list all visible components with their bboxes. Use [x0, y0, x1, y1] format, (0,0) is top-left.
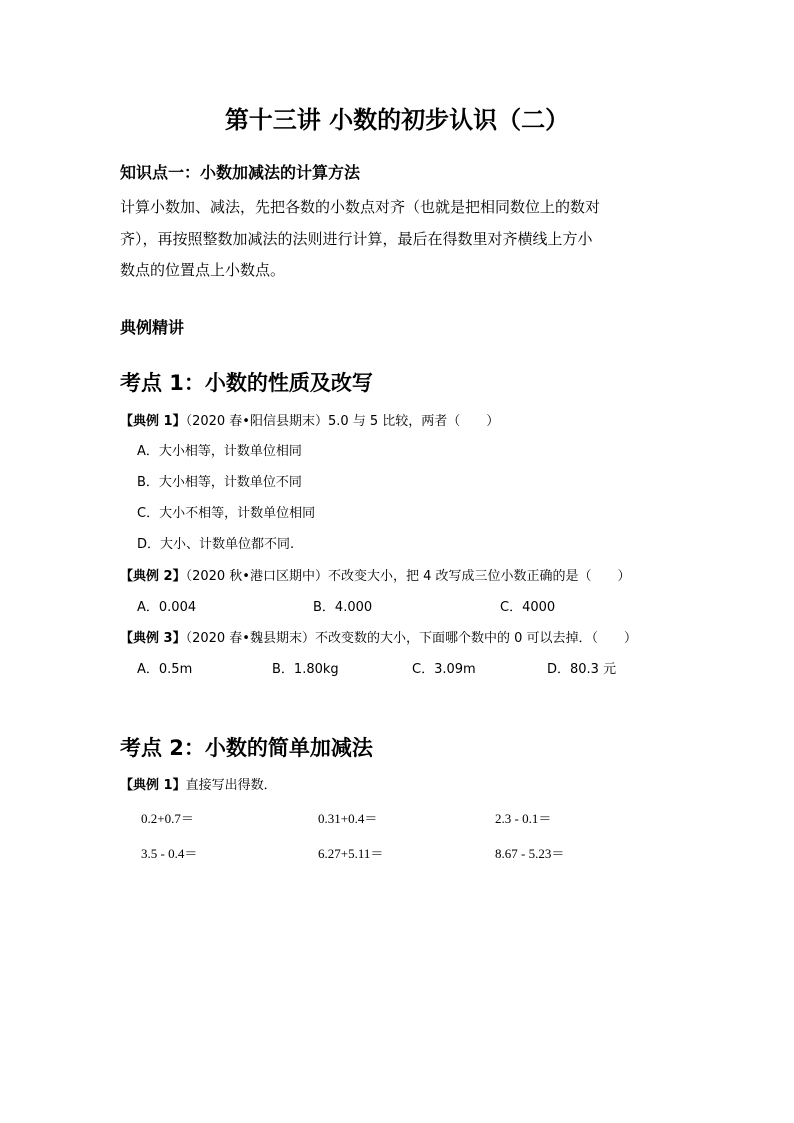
option-b: B．4.000	[313, 600, 373, 615]
example-tag: 【典例 2】	[120, 569, 186, 584]
option-b: B．大小相等，计数单位不同	[137, 475, 302, 490]
knowledge-line-3: 数点的位置点上小数点。	[120, 261, 286, 279]
example-tag: 【典例 1】	[120, 414, 186, 429]
knowledge-heading: 知识点一：小数加减法的计算方法	[120, 163, 361, 182]
knowledge-line-2: 齐），再按照整数加减法的法则进行计算，最后在得数里对齐横线上方小	[120, 230, 593, 248]
calc-item: 3.5 - 0.4＝	[141, 846, 198, 861]
calc-item: 0.2+0.7＝	[141, 811, 194, 826]
option-d: D．80.3 元	[547, 662, 617, 677]
page-title: 第十三讲 小数的初步认识（二）	[224, 106, 570, 134]
example-tag: 【典例 1】	[120, 778, 186, 793]
calc-item: 8.67 - 5.23＝	[495, 846, 565, 861]
example-tag: 【典例 3】	[120, 631, 186, 646]
example-1-2	[120, 565, 631, 584]
option-a: A．0.004	[137, 600, 197, 615]
option-c: C．大小不相等，计数单位相同	[137, 506, 316, 521]
example-text: （2020 春•阳信县期末）5.0 与 5 比较，两者（ ）	[185, 414, 500, 429]
topic-2-heading: 考点 2：小数的简单加减法	[120, 736, 373, 760]
option-a: A．大小相等，计数单位相同	[137, 444, 302, 459]
option-b: B．1.80kg	[272, 662, 339, 677]
knowledge-line-1: 计算小数加、减法，先把各数的小数点对齐（也就是把相同数位上的数对	[120, 198, 601, 216]
example-text: 直接写出得数．	[185, 778, 277, 793]
option-a: A．0.5m	[137, 662, 193, 677]
option-c: C．3.09m	[412, 662, 476, 677]
option-c: C．4000	[500, 600, 556, 615]
calc-item: 0.31+0.4＝	[318, 811, 378, 826]
section-heading: 典例精讲	[120, 318, 185, 337]
example-2-1	[120, 774, 277, 793]
calc-item: 2.3 - 0.1＝	[495, 811, 552, 826]
example-text: （2020 春•魏县期末）不改变数的大小，下面哪个数中的 0 可以去掉．（ ）	[185, 631, 637, 646]
option-d: D．大小、计数单位都不同.	[137, 537, 295, 552]
topic-1-heading: 考点 1：小数的性质及改写	[120, 371, 373, 395]
example-text: （2020 秋•港口区期中）不改变大小，把 4 改写成三位小数正确的是（ ）	[185, 569, 631, 584]
example-1-3	[120, 627, 637, 646]
example-1-1	[120, 410, 499, 429]
calc-item: 6.27+5.11＝	[318, 846, 384, 861]
